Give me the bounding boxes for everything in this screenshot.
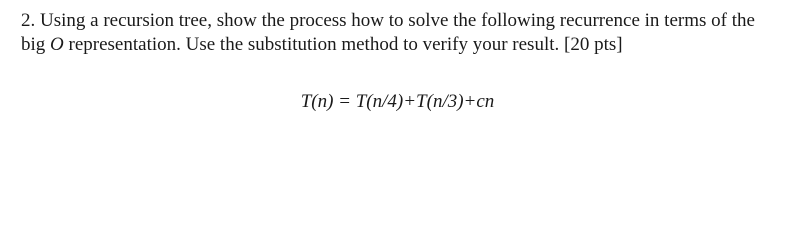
problem-line-2-prefix: big xyxy=(21,34,51,55)
problem-line-2-suffix: representation. Use the substitution method to verify your result. [20 pts] xyxy=(63,34,623,55)
problem-line-1: 2. Using a recursion tree, show the process how to solve the following recurrence in terms of the xyxy=(21,10,755,31)
big-o-symbol: O xyxy=(50,34,64,55)
problem-statement xyxy=(21,9,791,57)
problem-line-2 xyxy=(21,33,791,57)
recurrence-equation: T(n) = T(n/4)+T(n/3)+cn xyxy=(300,91,495,112)
